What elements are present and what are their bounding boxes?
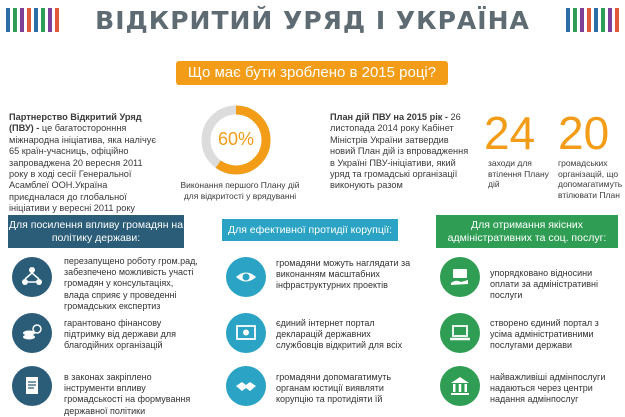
- list-item-text: громадяни допомагатимуть органам юстиції виявляти корупцію та протидіяти їй: [276, 372, 392, 405]
- progress-gauge: [200, 104, 272, 176]
- list-item-text: в законах закріплено інструменти впливу громадськості на формування державної політики: [64, 372, 191, 416]
- stat-orgs-caption: громадських організацій, що допомагатимуть втілювати План: [558, 158, 623, 200]
- money-hand-icon: [440, 257, 480, 297]
- page-title: ВІДКРИТИЙ УРЯД І УКРАЇНА: [95, 6, 530, 35]
- laptop-icon: [440, 313, 480, 353]
- column-header-services: Для отримання якісних адміністративних та соц. послуг:: [436, 215, 618, 248]
- network-icon: [12, 257, 52, 297]
- building-icon: [440, 366, 480, 406]
- column-header-citizens: Для посилення впливу громадян на політику держави:: [8, 215, 184, 248]
- stat-actions-number: 24: [484, 107, 536, 159]
- document-icon: [12, 366, 52, 406]
- plan-block: [330, 112, 470, 192]
- pvu-title: Партнерство Відкритий Уряд (ПВУ) -: [9, 112, 142, 134]
- stat-actions-caption: заходи для втілення Плану дій: [488, 158, 549, 189]
- portal-icon: [226, 313, 266, 353]
- list-item-text: громадяни можуть наглядати за виконанням масштабних інфраструктурних проектів: [276, 258, 411, 291]
- list-item-text: найважливіші адмінпослуги надаються через центри надання адмінпослуг: [490, 372, 606, 405]
- list-item-text: гарантовано фінансову підтримку від держави для благодійних організацій: [64, 318, 177, 351]
- list-item-text: упорядковано відносини оплати за адміністративні послуги: [490, 268, 598, 301]
- list-item-text: створено єдиний портал з усіма адміністративними послугами держави: [490, 318, 599, 351]
- plan-title: План дій ПВУ на 2015 рік -: [330, 112, 448, 122]
- column-header-corruption: Для ефективної протидії корупції:: [222, 219, 398, 241]
- handshake-icon: [226, 366, 266, 406]
- stat-orgs-number: 20: [558, 107, 610, 159]
- gauge-caption: Виконання першого Плану дій для відкритості у врядуванні: [180, 180, 300, 201]
- pvu-text: це багатосторонння міжнародна ініціатива, яка налічує 65 країн-учасниць, офіційно запроваджена 20 вересня 2011 року в ході сесії Генеральної Асамблеї ООН.Україна приєдналася до глобальної ініціативи у вересні 2011 року: [9, 123, 157, 214]
- list-item-text: перезапущено роботу гром.рад, забезпечено можливість участі громадян у консультаціях, влада сприяє у проведенні громадських експертиз: [64, 256, 198, 311]
- subtitle-banner: Що має бути зроблено в 2015 році?: [176, 61, 448, 85]
- coins-icon: [12, 313, 52, 353]
- gauge-value: 60%: [217, 129, 255, 149]
- eye-icon: [226, 257, 266, 297]
- plan-text: 26 листопада 2014 року Кабінет Міністрів України затвердив новий План дій із впровадження в Україні ПВУ-ініціативи, який уряд та громадські організації виконують разом: [330, 112, 469, 191]
- list-item-text: єдиний інтернет портал декларацій державних службовців відкритий для всіх: [276, 318, 403, 351]
- pvu-block: [9, 112, 159, 215]
